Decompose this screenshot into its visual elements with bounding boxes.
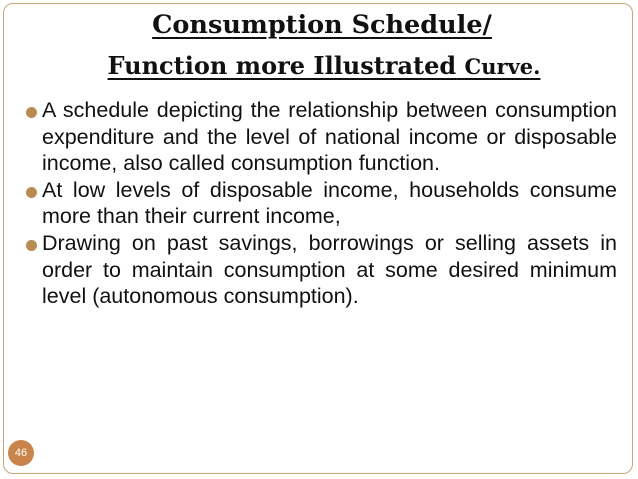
bullet-icon	[26, 187, 37, 198]
slide-title-line-2	[14, 51, 634, 80]
bullet-item	[24, 97, 617, 177]
bullet-item	[24, 230, 617, 310]
slide-title-line-2-main: Function more Illustrated	[107, 51, 457, 80]
bullet-item	[24, 177, 617, 230]
bullet-icon	[26, 240, 37, 251]
bullet-text: Drawing on past savings, borrowings or selling assets in order to maintain consumption at some desired minimum level (autonomous consumption).	[42, 230, 617, 309]
bullet-text: A schedule depicting the relationship between consumption expenditure and the level of national income or disposable income, also called consumption function.	[42, 98, 617, 176]
slide-title-line-2-end: Curve.	[464, 54, 541, 79]
bullet-text: At low levels of disposable income, households consume more than their current income,	[42, 177, 617, 229]
page-number-badge: 46	[8, 440, 34, 466]
bullet-icon	[26, 107, 37, 118]
slide-title-line-1: Consumption Schedule/	[152, 10, 492, 40]
bullet-list	[24, 97, 617, 310]
